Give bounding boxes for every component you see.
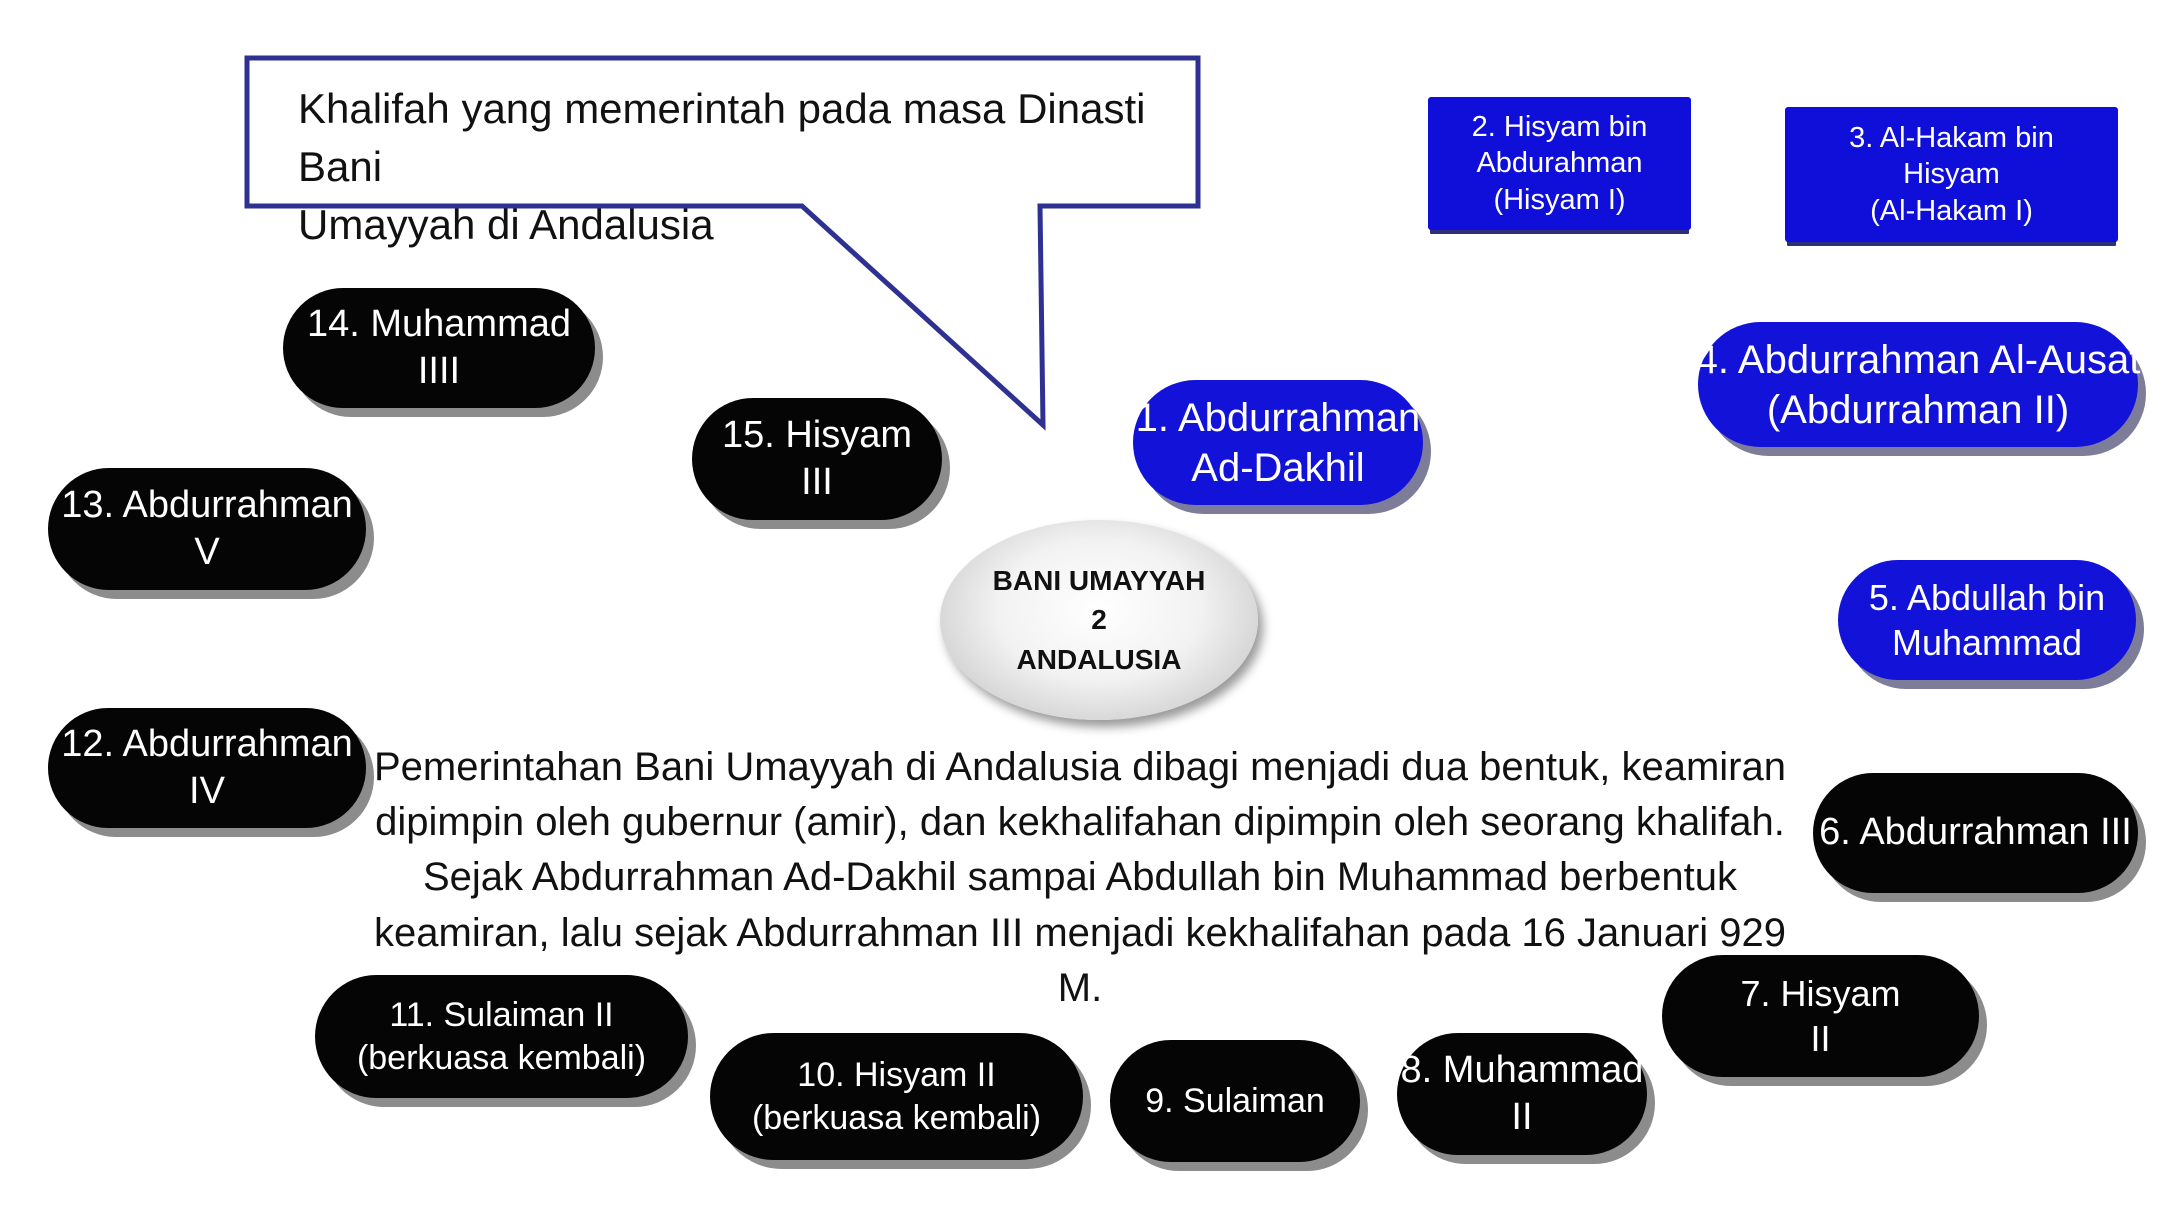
ruler-label: 7. Hisyam	[1740, 973, 1901, 1014]
ruler-node-4	[1695, 322, 2141, 447]
ruler-label: Muhammad	[1891, 622, 2083, 663]
ruler-node-13	[48, 468, 366, 590]
ruler-label: 3. Al-Hakam bin	[1849, 122, 2054, 155]
description-line: dipimpin oleh gubernur (amir), dan kekhalifahan dipimpin oleh seorang khalifah.	[375, 800, 1785, 845]
ruler-label: 9. Sulaiman	[1145, 1081, 1325, 1120]
center-label: BANI UMAYYAH	[992, 565, 1206, 597]
description-line: Sejak Abdurrahman Ad-Dakhil sampai Abdullah bin Muhammad berbentuk	[422, 855, 1738, 900]
ruler-label: IV	[189, 770, 225, 812]
center-label: 2	[1091, 604, 1107, 636]
ruler-label: 15. Hisyam	[721, 413, 913, 456]
ruler-label: 4. Abdurrahman Al-Ausat	[1695, 337, 2141, 382]
ruler-label: Abdurahman	[1476, 147, 1643, 180]
ruler-label: 12. Abdurrahman	[61, 722, 353, 765]
ruler-label: IIII	[417, 350, 461, 392]
ruler-label: (Hisyam I)	[1493, 183, 1626, 216]
description-line: keamiran, lalu sejak Abdurrahman III menjadi kekhalifahan pada 16 Januari 929 M.	[374, 910, 1786, 1010]
callout-line: Umayyah di Andalusia	[298, 200, 714, 248]
ruler-label: 11. Sulaiman II	[389, 996, 614, 1034]
callout-line: Khalifah yang memerintah pada masa Dinasti Bani	[298, 85, 1146, 190]
ruler-label: 10. Hisyam II	[797, 1056, 996, 1094]
description-line: Pemerintahan Bani Umayyah di Andalusia dibagi menjadi dua bentuk, keamiran	[374, 745, 1786, 789]
ruler-node-3	[1785, 107, 2118, 242]
ruler-label: V	[194, 531, 220, 573]
ruler-label: III	[801, 461, 833, 503]
ruler-node-9	[1110, 1040, 1360, 1162]
ruler-label: Ad-Dakhil	[1191, 445, 1365, 490]
ruler-label: II	[1511, 1096, 1533, 1138]
ruler-label: (Abdurrahman II)	[1766, 387, 2070, 432]
center-label: ANDALUSIA	[1016, 643, 1182, 675]
ruler-label: (Al-Hakam I)	[1870, 194, 2033, 227]
ruler-label: (berkuasa kembali)	[356, 1038, 647, 1077]
ruler-label: II	[1810, 1018, 1831, 1059]
ruler-node-15	[692, 398, 942, 520]
ruler-label: 13. Abdurrahman	[61, 483, 353, 526]
ruler-node-2	[1428, 97, 1691, 230]
ruler-label: 8. Muhammad	[1400, 1048, 1644, 1091]
description-paragraph	[370, 740, 1790, 1016]
center-node-bani-umayyah	[940, 520, 1258, 720]
ruler-label: 5. Abdullah bin	[1868, 577, 2106, 618]
ruler-node-12	[48, 708, 366, 828]
ruler-label: Hisyam	[1903, 158, 2000, 191]
ruler-node-14	[283, 288, 595, 408]
ruler-node-5	[1838, 560, 2136, 680]
ruler-node-6	[1813, 773, 2138, 893]
ruler-label: 14. Muhammad	[306, 302, 571, 345]
callout-title	[298, 80, 1198, 254]
ruler-node-8	[1397, 1033, 1647, 1155]
ruler-node-1	[1133, 380, 1423, 505]
ruler-label: 2. Hisyam bin	[1471, 111, 1648, 144]
ruler-label: (berkuasa kembali)	[751, 1098, 1042, 1137]
ruler-label: 1. Abdurrahman	[1135, 395, 1421, 440]
ruler-node-10	[710, 1033, 1083, 1160]
ruler-label: 6. Abdurrahman III	[1819, 811, 2132, 854]
